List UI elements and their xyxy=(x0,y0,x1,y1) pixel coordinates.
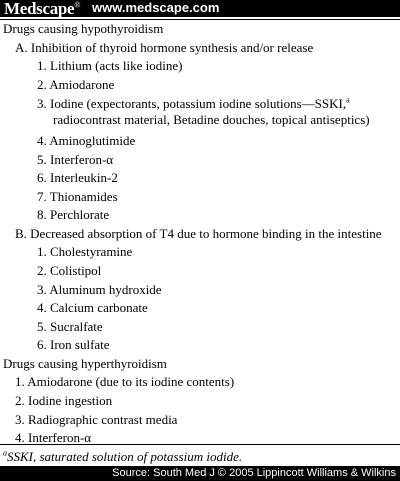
list-item: 5. Sucralfate xyxy=(37,319,103,334)
list-item: 1. Lithium (acts like iodine) xyxy=(37,58,183,73)
list-item: 7. Thionamides xyxy=(37,189,118,204)
list-item: 2. Colistipol xyxy=(37,263,102,278)
list-item: 3. Radiographic contrast media xyxy=(15,412,178,427)
list-item: 5. Interferon-α xyxy=(37,152,114,167)
footnote-text: SSKI, saturated solution of potassium iodide. xyxy=(7,449,243,464)
list-item: 4. Calcium carbonate xyxy=(37,300,148,315)
list-item: 1. Cholestyramine xyxy=(37,244,133,259)
list-item: 8. Perchlorate xyxy=(37,207,110,222)
footnote xyxy=(3,449,242,465)
medscape-logo[interactable] xyxy=(4,0,80,19)
section-title-hypothyroidism: Drugs causing hypothyroidism xyxy=(3,21,164,36)
source-credit: Source: South Med J © 2005 Lippincott Williams & Wilkins xyxy=(112,467,396,479)
list-item-text: 3. Iodine (expectorants, potassium iodine solutions—SSKI, xyxy=(37,96,347,111)
group-b-label: B. Decreased absorption of T4 due to hormone binding in the intestine xyxy=(15,226,382,241)
list-item: 2. Iodine ingestion xyxy=(15,393,113,408)
logo-text: Medscape xyxy=(4,0,75,18)
section-title-hyperthyroidism: Drugs causing hyperthyroidism xyxy=(3,356,167,371)
group-a-label: A. Inhibition of thyroid hormone synthesis and/or release xyxy=(15,40,314,55)
table-bottom-rule xyxy=(0,444,400,445)
list-item: 2. Amiodarone xyxy=(37,77,115,92)
site-url[interactable]: www.medscape.com xyxy=(92,0,220,15)
list-item: 6. Iron sulfate xyxy=(37,337,110,352)
list-item: 4. Aminoglutimide xyxy=(37,133,136,148)
header-bar xyxy=(0,0,400,17)
list-item-continuation: radiocontrast material, Betadine douches, topical antiseptics) xyxy=(53,112,370,127)
footnote-marker: a xyxy=(346,95,350,105)
list-item: 3. Aluminum hydroxide xyxy=(37,282,162,297)
list-item: 4. Interferon-α xyxy=(15,430,92,445)
list-item: 6. Interleukin-2 xyxy=(37,170,118,185)
list-item: 1. Amiodarone (due to its iodine contents) xyxy=(15,374,235,389)
registered-mark: ® xyxy=(74,0,81,10)
footnote-marker: a xyxy=(3,448,7,458)
source-bar xyxy=(0,466,400,481)
